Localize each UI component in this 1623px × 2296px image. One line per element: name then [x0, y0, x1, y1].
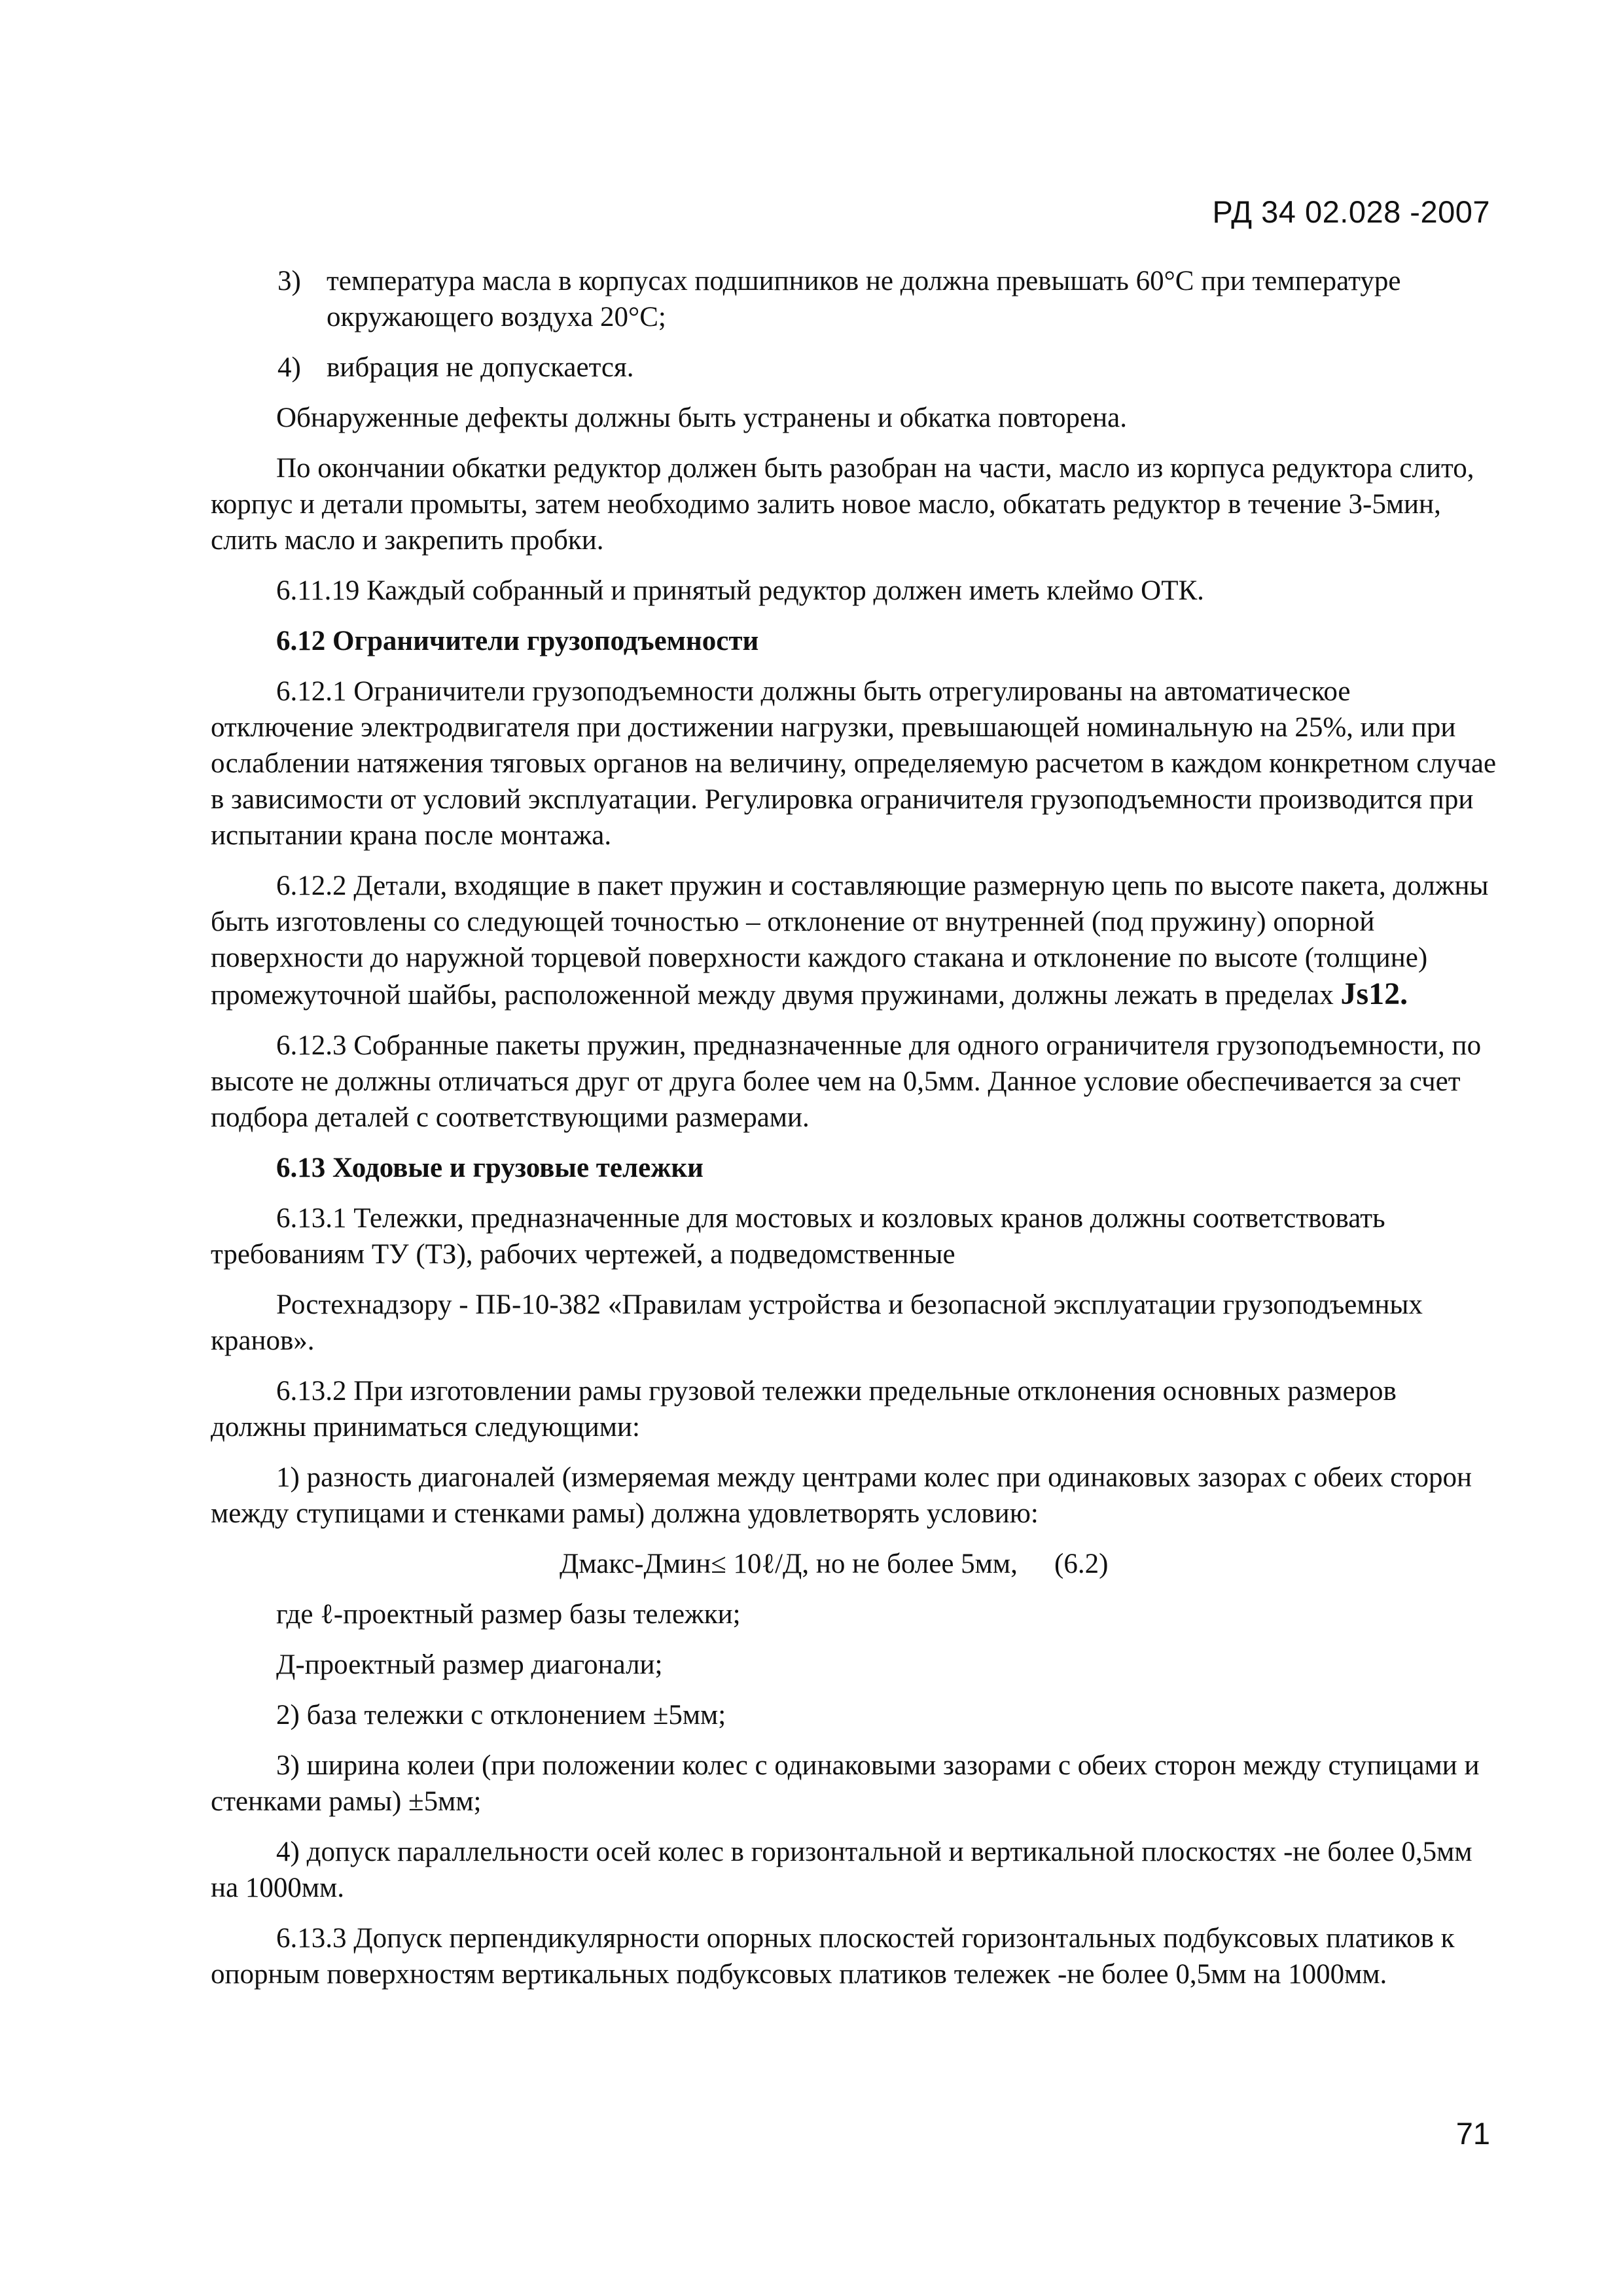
list-item-4 [277, 350, 1499, 386]
section-heading-6-12: 6.12 Ограничители грузоподъемности [276, 626, 759, 656]
document-code-header: РД 34 02.028 -2007 [1212, 194, 1490, 229]
clause-6-11-19: 6.11.19 Каждый собранный и принятый редуктор должен иметь клеймо ОТК. [276, 575, 1204, 606]
clause-6-12-2 [211, 868, 1499, 1013]
paragraph-after-running-in: По окончании обкатки редуктор должен быть разобран на части, масло из корпуса редуктора слито, корпус и детали промыты, затем необходимо залить новое масло, обкатать редуктор в течение 3-5мин, слить масло и закрепить пробки. [211, 453, 1474, 556]
section-heading-6-13: 6.13 Ходовые и грузовые тележки [276, 1153, 704, 1183]
item-3-gauge: 3) ширина колеи (при положении колес с одинаковыми зазорами с обеих сторон между ступицами и стенками рамы) ±5мм; [211, 1750, 1480, 1817]
definition-d: Д-проектный размер диагонали; [276, 1649, 663, 1680]
tolerance-js12: Js12. [1340, 977, 1408, 1011]
clause-6-13-1: 6.13.1 Тележки, предназначенные для мостовых и козловых кранов должны соответствовать требованиям ТУ (ТЗ), рабочих чертежей, а подведомственные [211, 1203, 1385, 1270]
page-number: 71 [1455, 2116, 1490, 2151]
list-item-text: температура масла в корпусах подшипников не должна превышать 60°С при температуре окружающего воздуха 20°С; [327, 266, 1401, 332]
formula-number: (6.2) [1054, 1549, 1109, 1579]
list-item-text: вибрация не допускается. [327, 352, 634, 383]
numbered-list [275, 263, 1499, 386]
clause-6-12-3: 6.12.3 Собранные пакеты пружин, предназначенные для одного ограничителя грузоподъемности, по высоте не должны отличаться друг от друга более чем на 0,5мм. Данное условие обеспечивается за счет подбора деталей с соответствующими размерами. [211, 1030, 1482, 1133]
item-4-parallelism: 4) допуск параллельности осей колес в горизонтальной и вертикальной плоскостях -не более 0,5мм на 1000мм. [211, 1837, 1472, 1903]
definition-l: где ℓ-проектный размер базы тележки; [276, 1599, 741, 1630]
paragraph-defects: Обнаруженные дефекты должны быть устранены и обкатка повторена. [276, 403, 1127, 433]
document-body [211, 263, 1499, 2007]
clause-6-12-1: 6.12.1 Ограничители грузоподъемности должны быть отрегулированы на автоматическое отключение электродвигателя при достижении нагрузки, превышающей номинальную на 25%, или при ослаблении натяжения тяговых органов на величину, определяемую расчетом в каждом конкретном случае в зависимости от условий эксплуатации. Регулировка ограничителя грузоподъемности производится при испытании крана после монтажа. [211, 676, 1497, 851]
list-item-number: 3) [277, 266, 301, 296]
item-2-base: 2) база тележки с отклонением ±5мм; [276, 1700, 726, 1731]
clause-6-12-2-text: 6.12.2 Детали, входящие в пакет пружин и составляющие размерную цепь по высоте пакета, должны быть изготовлены со следующей точностью – отклонение от внутренней (под пружину) опорной поверхности до наружной торцевой поверхности каждого стакана и отклонение по высоте (толщине) промежуточной шайбы, расположенной между двумя пружинами, должны лежать в пределах [211, 870, 1489, 1011]
clause-6-13-3: 6.13.3 Допуск перпендикулярности опорных плоскостей горизонтальных подбуксовых платиков к опорным поверхностям вертикальных подбуксовых платиков тележек -не более 0,5мм на 1000мм. [211, 1923, 1455, 1990]
clause-6-13-2: 6.13.2 При изготовлении рамы грузовой тележки предельные отклонения основных размеров должны приниматься следующими: [211, 1376, 1397, 1443]
item-1-diagonals: 1) разность диагоналей (измеряемая между центрами колес при одинаковых зазорах с обеих сторон между ступицами и стенками рамы) должна удовлетворять условию: [211, 1462, 1472, 1529]
formula-expression: Дмакс-Дмин≤ 10ℓ/Д, но не более 5мм, [560, 1549, 1018, 1579]
list-item-number: 4) [277, 352, 301, 383]
list-item-3 [277, 263, 1499, 335]
paragraph-rostekhnadzor: Ростехнадзору - ПБ-10-382 «Правилам устройства и безопасной эксплуатации грузоподъемных кранов». [211, 1289, 1423, 1356]
formula-6-2 [211, 1546, 1499, 1582]
